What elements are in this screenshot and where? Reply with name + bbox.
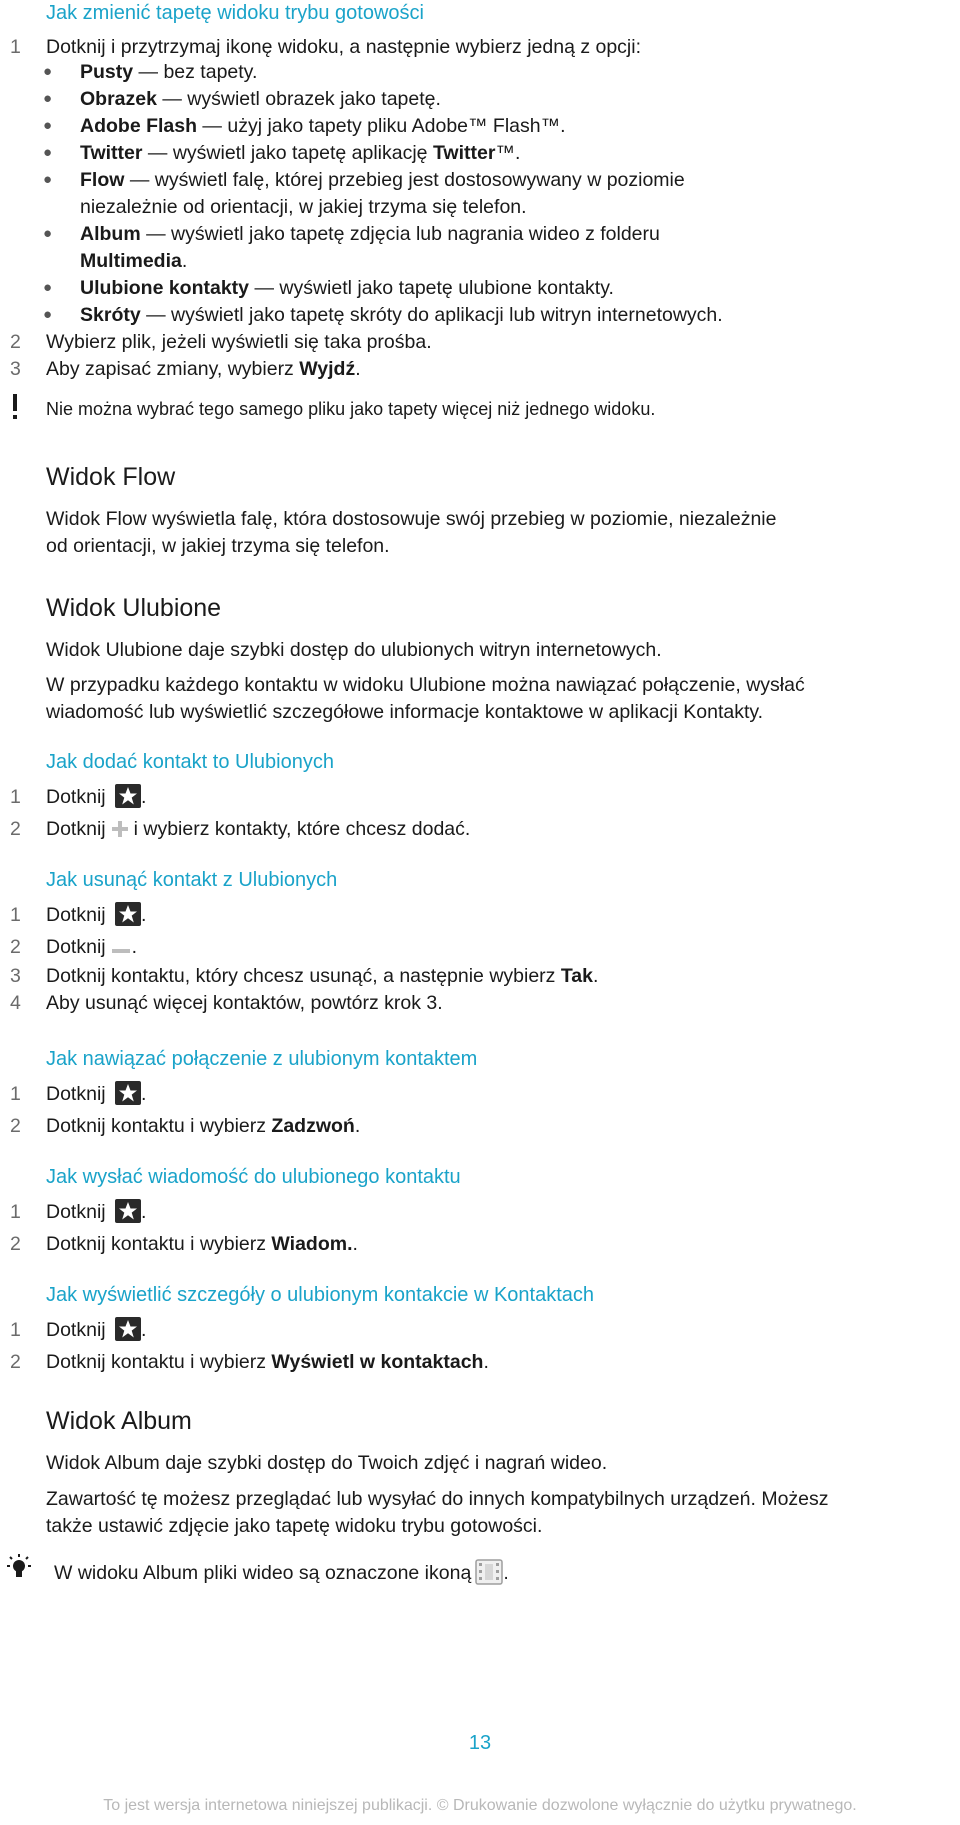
list-item [80, 59, 257, 85]
option-desc: — wyświetl jako tapetę skróty do aplikacji lub witryn internetowych. [140, 304, 723, 326]
option-bold: Multimedia [80, 250, 182, 272]
period: . [141, 1083, 147, 1105]
favorites-paragraph-line2: wiadomość lub wyświetlić szczegółowe informacje kontaktowe w aplikacji Kontakty. [46, 701, 764, 723]
period: . [503, 1562, 509, 1584]
film-strip-icon [475, 1559, 503, 1585]
step-number: 1 [10, 36, 21, 58]
step-text-part: Dotknij kontaktu i wybierz [46, 1351, 272, 1373]
option-term: Album [80, 223, 141, 245]
option-desc: — wyświetl jako tapetę ulubione kontakty. [249, 277, 614, 299]
step-number: 2 [10, 331, 21, 353]
step-number: 2 [10, 1115, 21, 1137]
step-text-part: . [352, 1233, 358, 1255]
list-item-continuation: niezależnie od orientacji, w jakiej trzyma się telefon. [80, 196, 527, 218]
list-item [80, 86, 441, 112]
step-text-part: Dotknij [46, 1201, 106, 1223]
option-tail: . [181, 250, 188, 272]
bullet: ● [43, 225, 53, 242]
step-text-bold: Tak [560, 965, 593, 987]
list-item [80, 140, 520, 166]
list-item-continuation [80, 248, 187, 274]
step-text-bold: Wyświetl w kontaktach [271, 1351, 484, 1373]
album-paragraph-line2: także ustawić zdjęcie jako tapetę widoku trybu gotowości. [46, 1515, 543, 1537]
tip-text: W widoku Album pliki wideo są oznaczone ikoną [54, 1562, 472, 1584]
section-title-favorites: Widok Ulubione [46, 594, 222, 622]
step-text: Aby usunąć więcej kontaktów, powtórz krok 3. [46, 992, 443, 1014]
period: . [593, 965, 599, 987]
step-text [46, 902, 146, 928]
flow-paragraph-line2: od orientacji, w jakiej trzyma się telefon. [46, 535, 390, 557]
step-number: 1 [10, 1319, 21, 1341]
step-text [46, 356, 361, 382]
step-number: 2 [10, 1351, 21, 1373]
album-paragraph: Widok Album daje szybki dostęp do Twoich zdjęć i nagrań wideo. [46, 1452, 608, 1474]
option-desc: — wyświetl falę, której przebieg jest dostosowywany w poziomie [124, 169, 685, 191]
step-text [46, 1231, 358, 1257]
subheading-remove-favorite: Jak usunąć kontakt z Ulubionych [46, 869, 338, 891]
plus-icon [110, 819, 130, 839]
option-term: Obrazek [80, 88, 157, 110]
step-text-part: Dotknij [46, 1083, 106, 1105]
period: . [354, 1115, 361, 1137]
step-text-bold: Zadzwoń [271, 1115, 355, 1137]
step-text-part: Dotknij kontaktu, który chcesz usunąć, a następnie wybierz [46, 965, 561, 987]
list-item [80, 221, 660, 247]
step-text [46, 1317, 146, 1343]
step-text: Wybierz plik, jeżeli wyświetli się taka prośba. [46, 331, 432, 353]
footer-note: To jest wersja internetowa niniejszej publikacji. © Drukowanie dozwolone wyłącznie do użytku prywatnego. [103, 1797, 857, 1814]
favorites-star-icon [115, 1081, 141, 1105]
step-text [46, 816, 470, 842]
option-term: Ulubione kontakty [80, 277, 250, 299]
option-term: Skróty [80, 304, 141, 326]
favorites-paragraph: Widok Ulubione daje szybki dostęp do ulubionych witryn internetowych. [46, 639, 662, 661]
step-text-part: Dotknij [46, 1319, 106, 1341]
flow-paragraph-line1: Widok Flow wyświetla falę, która dostosowuje swój przebieg w poziomie, niezależnie [46, 508, 777, 530]
step-text-part: Dotknij [46, 818, 106, 840]
step-text-bold: Wyjdź [299, 358, 356, 380]
favorites-star-icon [115, 1199, 141, 1223]
favorites-paragraph-line1: W przypadku każdego kontaktu w widoku Ulubione można nawiązać połączenie, wysłać [46, 674, 805, 696]
list-item [80, 167, 685, 193]
favorites-star-icon [115, 784, 141, 808]
step-text: Dotknij i przytrzymaj ikonę widoku, a następnie wybierz jedną z opcji: [46, 36, 642, 58]
lightbulb-icon [4, 1553, 34, 1583]
step-text-bold: Wiadom. [271, 1233, 353, 1255]
step-number: 3 [10, 358, 21, 380]
page-number: 13 [468, 1732, 492, 1754]
subheading-add-favorite: Jak dodać kontakt to Ulubionych [46, 751, 334, 773]
step-number: 1 [10, 786, 21, 808]
option-desc: — użyj jako tapety pliku Adobe™ Flash™. [197, 115, 566, 137]
favorites-star-icon [115, 1317, 141, 1341]
bullet: ● [43, 90, 53, 107]
option-bold: Twitter [432, 142, 496, 164]
period: . [141, 1201, 147, 1223]
step-number: 1 [10, 1083, 21, 1105]
step-number: 4 [10, 992, 21, 1014]
step-number: 1 [10, 1201, 21, 1223]
step-text [46, 934, 137, 960]
minus-icon [110, 937, 132, 957]
period: . [141, 904, 147, 926]
section-title-flow: Widok Flow [46, 463, 176, 491]
step-text-part: i wybierz kontakty, które chcesz dodać. [133, 818, 471, 840]
bullet: ● [43, 306, 53, 323]
step-number: 2 [10, 936, 21, 958]
list-item [80, 302, 723, 328]
period: . [141, 786, 147, 808]
section-title-album: Widok Album [46, 1407, 192, 1435]
step-text [46, 1349, 489, 1375]
option-term: Flow [80, 169, 125, 191]
option-desc: — bez tapety. [133, 61, 258, 83]
option-term: Twitter [80, 142, 143, 164]
warning-note: Nie można wybrać tego samego pliku jako tapety więcej niż jednego widoku. [46, 399, 656, 419]
section-heading-wallpaper: Jak zmienić tapetę widoku trybu gotowości [46, 2, 424, 24]
bullet: ● [43, 117, 53, 134]
period: . [141, 1319, 147, 1341]
option-tail: ™. [495, 142, 521, 164]
bullet: ● [43, 63, 53, 80]
step-text-part: Aby zapisać zmiany, wybierz [46, 358, 300, 380]
bullet: ● [43, 144, 53, 161]
subheading-message-favorite: Jak wysłać wiadomość do ulubionego kontaktu [46, 1166, 461, 1188]
period: . [483, 1351, 489, 1373]
step-text [46, 1199, 146, 1225]
step-text-part: Dotknij kontaktu i wybierz [46, 1115, 272, 1137]
option-desc: — wyświetl obrazek jako tapetę. [156, 88, 441, 110]
step-text-part: Dotknij [46, 904, 106, 926]
album-paragraph-line1: Zawartość tę możesz przeglądać lub wysyłać do innych kompatybilnych urządzeń. Możesz [46, 1488, 829, 1510]
tip-note [54, 1559, 509, 1586]
step-text [46, 1113, 360, 1139]
subheading-call-favorite: Jak nawiązać połączenie z ulubionym kontaktem [46, 1048, 478, 1070]
step-text [46, 784, 146, 810]
period: . [131, 936, 138, 958]
step-text-part: Dotknij kontaktu i wybierz [46, 1233, 272, 1255]
exclamation-icon [10, 394, 20, 420]
option-term: Pusty [80, 61, 134, 83]
option-desc: — wyświetl jako tapetę aplikację [142, 142, 433, 164]
step-text [46, 963, 598, 989]
option-desc: — wyświetl jako tapetę zdjęcia lub nagrania wideo z folderu [140, 223, 660, 245]
bullet: ● [43, 279, 53, 296]
list-item [80, 275, 614, 301]
favorites-star-icon [115, 902, 141, 926]
option-term: Adobe Flash [80, 115, 198, 137]
list-item [80, 113, 566, 139]
step-text-part: . [355, 358, 361, 380]
step-number: 1 [10, 904, 21, 926]
step-number: 3 [10, 965, 21, 987]
step-text-part: Dotknij [46, 786, 106, 808]
step-number: 2 [10, 1233, 21, 1255]
subheading-details-favorite: Jak wyświetlić szczegóły o ulubionym kontakcie w Kontaktach [46, 1284, 595, 1306]
bullet: ● [43, 171, 53, 188]
step-text [46, 1081, 146, 1107]
step-text-part: Dotknij [46, 936, 106, 958]
step-number: 2 [10, 818, 21, 840]
